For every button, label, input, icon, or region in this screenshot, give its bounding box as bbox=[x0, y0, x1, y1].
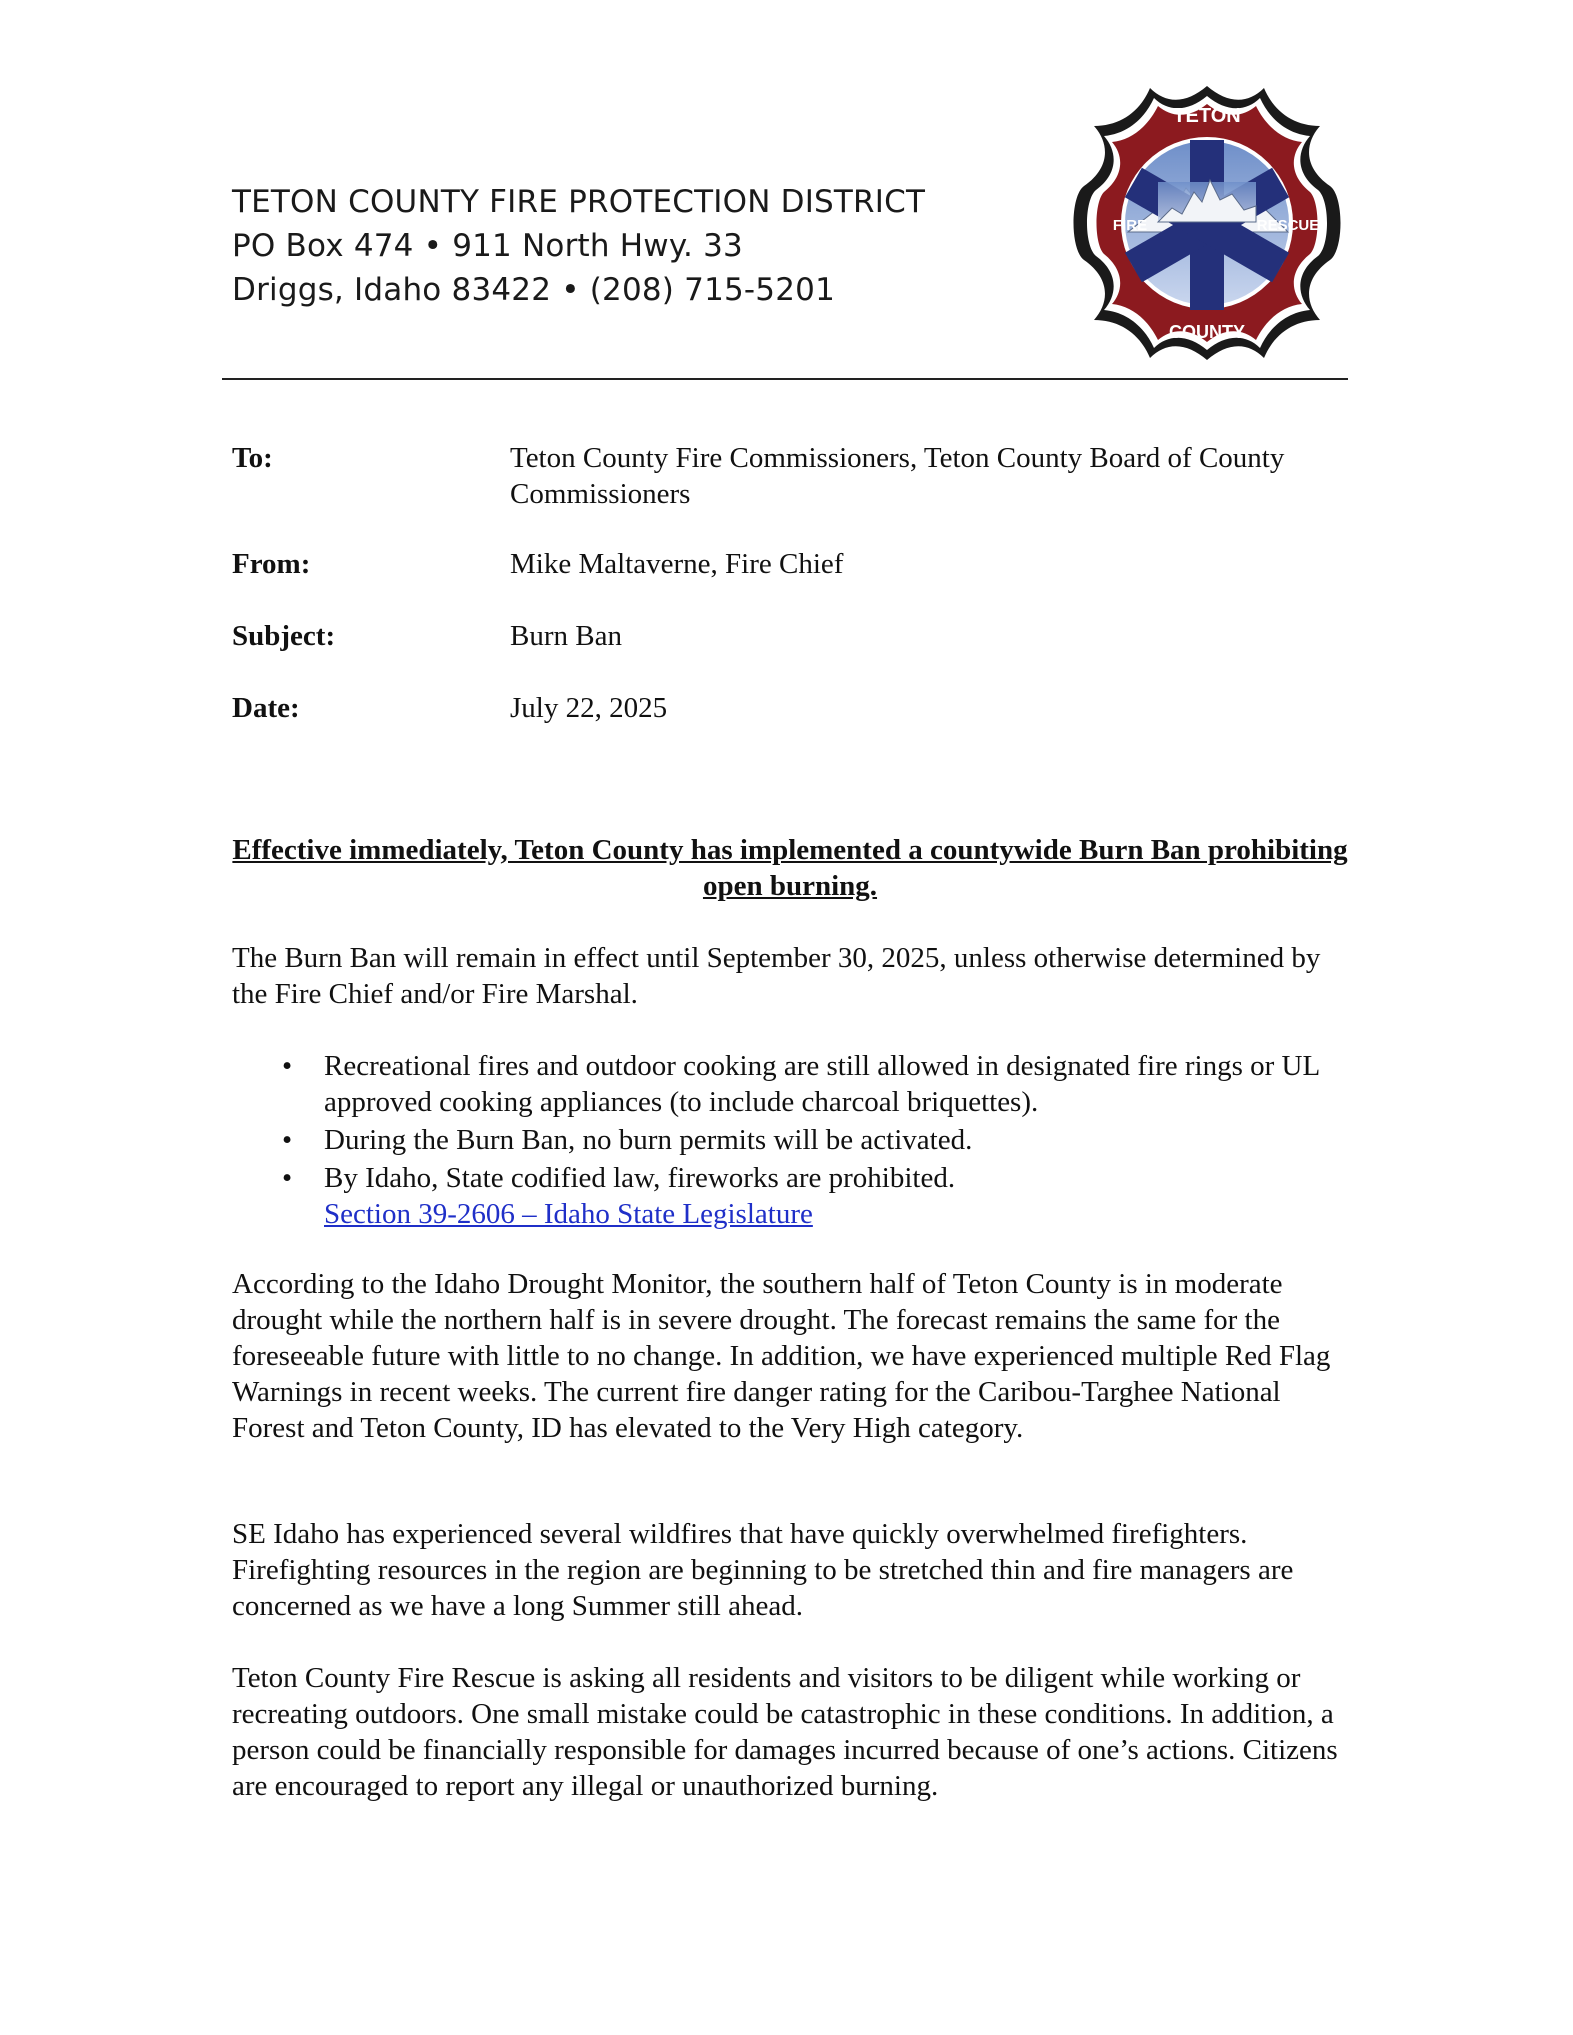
date-value: July 22, 2025 bbox=[510, 692, 668, 724]
to-value: Teton County Fire Commissioners, Teton County Board of County Commissioners bbox=[510, 442, 1285, 510]
from-value: Mike Maltaverne, Fire Chief bbox=[510, 548, 844, 580]
intro-paragraph: The Burn Ban will remain in effect until September 30, 2025, unless otherwise determined by the Fire Chief and/or Fire Marshal. bbox=[232, 942, 1321, 1010]
law-section-link[interactable]: Section 39-2606 – Idaho State Legislature bbox=[324, 1198, 813, 1230]
bullet-marker: • bbox=[282, 1050, 293, 1082]
subject-value: Burn Ban bbox=[510, 620, 622, 652]
list-item-text: By Idaho, State codified law, fireworks are prohibited. bbox=[324, 1162, 956, 1194]
wildfires-paragraph: SE Idaho has experienced several wildfires that have quickly overwhelmed firefighters. Firefighting resources in the region are beginning to be stretched thin and fire managers are concerned as we have a long Summer still ahead. bbox=[232, 1518, 1294, 1622]
subject-label: Subject: bbox=[232, 620, 336, 652]
logo-bottom-text: COUNTY bbox=[1169, 322, 1245, 342]
to-label: To: bbox=[232, 442, 273, 474]
burn-ban-headline: Effective immediately, Teton County has implemented a countywide Burn Ban prohibiting open burning. bbox=[232, 834, 1348, 902]
from-label: From: bbox=[232, 548, 311, 580]
list-item bbox=[232, 1160, 1348, 1232]
appeal-paragraph: Teton County Fire Rescue is asking all residents and visitors to be diligent while working or recreating outdoors. One small mistake could be catastrophic in these conditions. In addition, a person could be financially responsible for damages incurred because of one’s actions. Citizens are encouraged to report any illegal or unauthorized burning. bbox=[232, 1662, 1338, 1802]
rules-list bbox=[232, 1048, 1348, 1234]
fire-rescue-logo bbox=[1068, 82, 1346, 364]
org-name: TETON COUNTY FIRE PROTECTION DISTRICT bbox=[232, 184, 926, 220]
list-item bbox=[232, 1122, 1348, 1158]
bullet-marker: • bbox=[282, 1162, 293, 1194]
drought-paragraph: According to the Idaho Drought Monitor, the southern half of Teton County is in moderate drought while the northern half is in severe drought. The forecast remains the same for the foreseeable future with little to no change. In addition, we have experienced multiple Red Flag Warnings in recent weeks. The current fire danger rating for the Caribou-Targhee National Forest and Teton County, ID has elevated to the Very High category. bbox=[232, 1268, 1331, 1444]
list-item-text: During the Burn Ban, no burn permits will be activated. bbox=[324, 1124, 973, 1156]
logo-left-text: FIRE bbox=[1112, 217, 1148, 234]
org-city-phone: Driggs, Idaho 83422 • (208) 715-5201 bbox=[232, 272, 835, 308]
logo-top-text: TETON bbox=[1173, 105, 1241, 127]
org-address: PO Box 474 • 911 North Hwy. 33 bbox=[232, 228, 743, 264]
list-item bbox=[232, 1048, 1348, 1120]
letterhead bbox=[232, 180, 925, 312]
header-divider bbox=[222, 378, 1348, 380]
list-item-text: Recreational fires and outdoor cooking are still allowed in designated fire rings or UL approved cooking appliances (to include charcoal briquettes). bbox=[324, 1050, 1320, 1118]
date-label: Date: bbox=[232, 692, 300, 724]
bullet-marker: • bbox=[282, 1124, 293, 1156]
logo-right-text: RESCUE bbox=[1256, 217, 1320, 234]
